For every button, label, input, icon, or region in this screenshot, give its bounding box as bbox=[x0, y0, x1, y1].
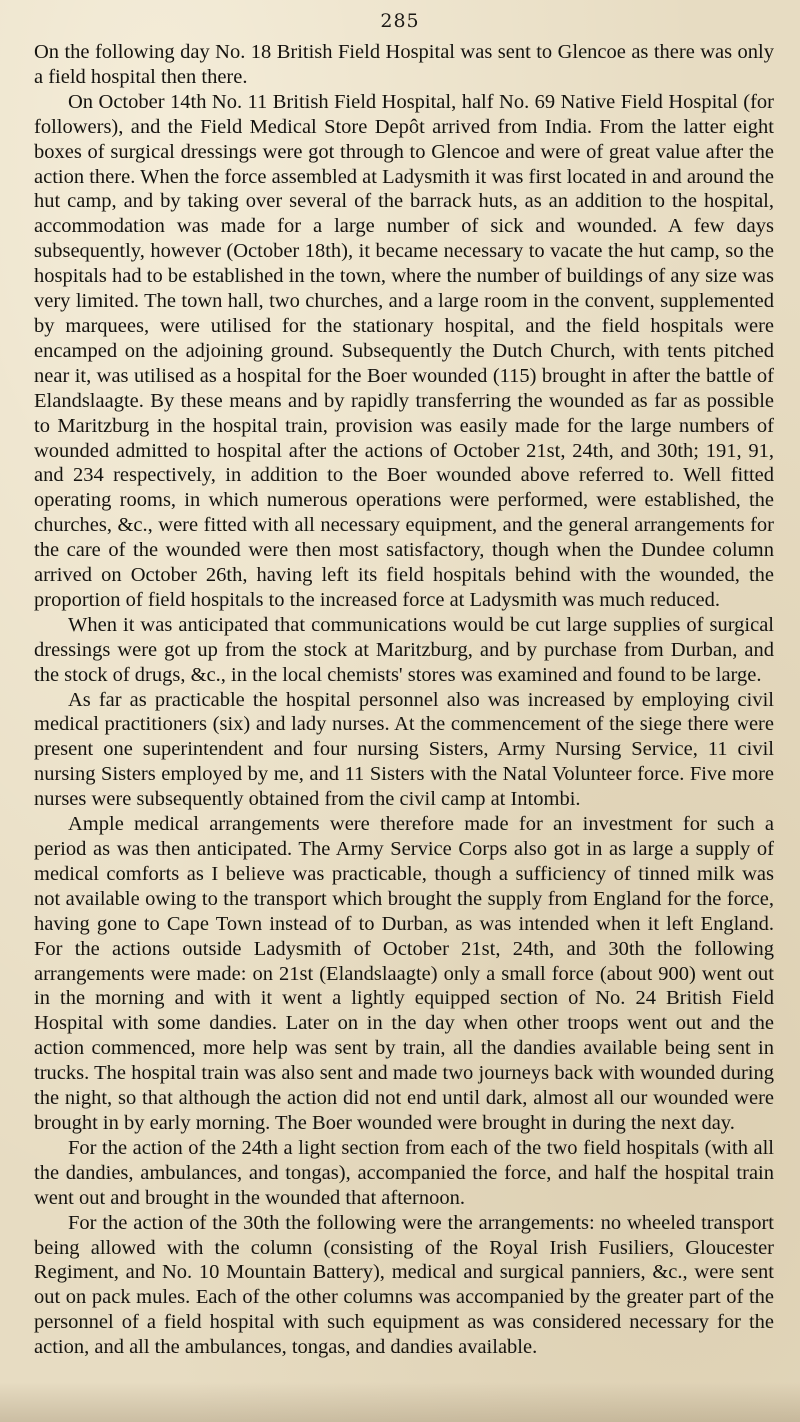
page-number: 285 bbox=[380, 10, 420, 32]
paragraph-4: As far as practicable the hospital personnel also was increased by employing civil medical practitioners (six) and lady nurses. At the commencement of the siege there were present one superintendent and four nursing Sisters, Army Nursing Service, 11 civil nursing Sisters employed by me, and 11 Sisters with the Natal Volunteer force. Five more nurses were subsequently obtained from the civil camp at Intombi. bbox=[34, 688, 774, 811]
paragraph-5: Ample medical arrangements were therefore made for an investment for such a period as was then anticipated. The Army Service Corps also got in as large a supply of medical comforts as I believe was practicable, though a sufficiency of tinned milk was not available owing to the transport which brought the supply from England for the force, having gone to Cape Town instead of to Durban, as was intended when it left England. For the actions outside Ladysmith of October 21st, 24th, and 30th the following arrangements were made: on 21st (Elandslaagte) only a small force (about 900) went out in the morning and with it went a lightly equipped section of No. 24 British Field Hospital with some dandies. Later on in the day when other troops went out and the action commenced, more help was sent by train, all the dandies available being sent in trucks. The hospital train was also sent and made two journeys back with wounded during the night, so that although the action did not end until dark, almost all our wounded were brought in by early morning. The Boer wounded were brought in during the next day. bbox=[34, 813, 774, 1134]
paragraph-3: When it was anticipated that communications would be cut large supplies of surgical dressings were got up from the stock at Maritzburg, and by purchase from Durban, and the stock of drugs, &c., in the local chemists' stores was examined and found to be large. bbox=[34, 613, 774, 686]
page-edge-shadow bbox=[0, 1382, 800, 1422]
paragraph-1: On the following day No. 18 British Field Hospital was sent to Glencoe as there was only a field hospital then there. bbox=[34, 41, 774, 88]
paragraph-6: For the action of the 24th a light section from each of the two field hospitals (with all the dandies, ambulances, and tongas), accompanied the force, and half the hospital train went out and brought in the wounded that afternoon. bbox=[34, 1136, 774, 1209]
body-text bbox=[34, 40, 774, 1360]
paragraph-7: For the action of the 30th the following were the arrangements: no wheeled transport being allowed with the column (consisting of the Royal Irish Fusiliers, Gloucester Regiment, and No. 10 Mountain Battery), medical and surgical panniers, &c., were sent out on pack mules. Each of the other columns was accompanied by the greater part of the personnel of a field hospital with such equipment as was considered necessary for the action, and all the ambulances, tongas, and dandies available. bbox=[34, 1211, 774, 1359]
paragraph-2: On October 14th No. 11 British Field Hospital, half No. 69 Native Field Hospital (for followers), and the Field Medical Store Depôt arrived from India. From the latter eight boxes of surgical dressings were got through to Glencoe and were of great value after the action there. When the force assembled at Ladysmith it was first located in and around the hut camp, and by taking over several of the barrack huts, as an addition to the hospital, accommodation was made for a large number of sick and wounded. A few days subsequently, however (October 18th), it became necessary to vacate the hut camp, so the hospitals had to be established in the town, where the number of buildings of any size was very limited. The town hall, two churches, and a large room in the convent, supplemented by marquees, were utilised for the stationary hospital, and the field hospitals were encamped on the adjoining ground. Subsequently the Dutch Church, with tents pitched near it, was utilised as a hospital for the Boer wounded (115) brought in after the battle of Elandslaagte. By these means and by rapidly transferring the wounded as far as possible to Maritzburg in the hospital train, provision was easily made for the large numbers of wounded admitted to hospital after the actions of October 21st, 24th, and 30th; 191, 91, and 234 respectively, in addition to the Boer wounded above referred to. Well fitted operating rooms, in which numerous operations were performed, were established, the churches, &c., were fitted with all necessary equipment, and the general arrangements for the care of the wounded were then most satisfactory, though when the Dundee column arrived on October 26th, having left its field hospitals behind with the wounded, the proportion of field hospitals to the increased force at Ladysmith was much reduced. bbox=[34, 90, 774, 611]
